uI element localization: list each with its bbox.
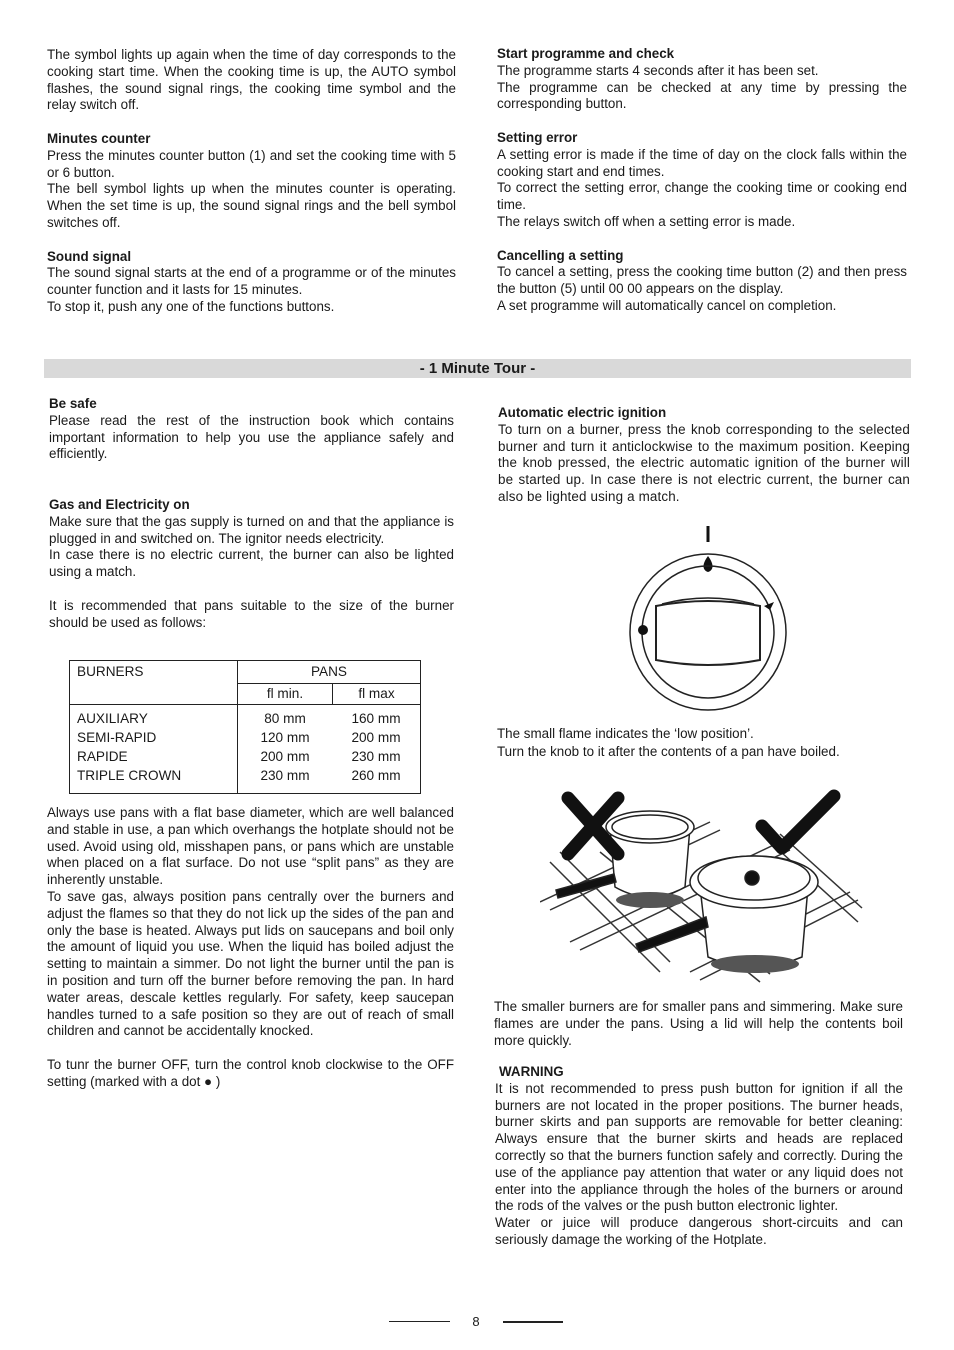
control-knob-illustration — [620, 522, 800, 712]
be-safe-heading: Be safe — [49, 396, 97, 411]
sound-signal-text-1: The sound signal starts at the end of a programme or of the minutes counter function and it lasts for 15 minutes. — [47, 265, 456, 298]
right-top-column — [497, 46, 907, 315]
left-top-column — [47, 47, 456, 316]
pan-max-value: 260 mm — [351, 768, 401, 783]
burner-name: TRIPLE CROWN — [77, 768, 182, 783]
footer-rule-right — [503, 1321, 563, 1323]
knob-inner-ring — [642, 566, 774, 698]
rejected-pan — [556, 811, 694, 898]
ignition-text: To turn on a burner, press the knob corresponding to the selected burner and turn it anticlockwise to the maximum position. Keeping the knob pressed, the electric automatic ignition of the burner will be started up. In case there is not electric current, the burner can also be lighted using a match. — [498, 421, 910, 504]
be-safe-text: Please read the rest of the instruction book which contains important information to help you use the appliance safely and efficiently. — [49, 412, 454, 462]
table-header-burners: BURNERS — [70, 661, 238, 705]
burner-pan-table — [69, 660, 421, 794]
burner-name: AUXILIARY — [77, 711, 148, 726]
pan-max-value: 230 mm — [351, 749, 401, 764]
sound-signal-heading: Sound signal — [47, 248, 132, 264]
sound-signal-text-2: To stop it, push any one of the functions buttons. — [47, 298, 335, 314]
pan-min-value: 200 mm — [260, 749, 310, 764]
pans-advice-text-1: Always use pans with a flat base diameter, which are well balanced and stable in use, a pan which overhangs the hotplate should not be used. Avoid using old, misshapen pans, or pans which are unstable when placed on a flat surface. Do not use “split pans” as they are inherently unstable. — [47, 805, 454, 888]
start-programme-text-2: The programme can be checked at any time by pressing the corresponding button. — [497, 79, 907, 112]
minutes-counter-heading: Minutes counter — [47, 130, 151, 146]
be-safe-section — [49, 396, 454, 463]
pans-caption-text: The smaller burners are for smaller pans and simmering. Make sure flames are under the pans. Using a lid will help the contents boil more quickly. — [494, 999, 903, 1048]
pan-min-value: 230 mm — [260, 768, 310, 783]
gas-electricity-text-1: Make sure that the gas supply is turned on and that the appliance is plugged in and switched on. The ignitor needs electricity. — [49, 513, 454, 546]
setting-error-text-3: The relays switch off when a setting error is made. — [497, 213, 796, 229]
gas-electricity-text-2: In case there is no electric current, the burner can also be lighted using a match. — [49, 547, 454, 580]
approved-burner-flames — [711, 955, 799, 973]
table-header-max: fl max — [333, 684, 421, 705]
cancelling-text-2: A set programme will automatically cancel on completion. — [497, 297, 837, 313]
setting-error-heading: Setting error — [497, 129, 578, 145]
page-number: 8 — [472, 1314, 480, 1329]
setting-error-text-1: A setting error is made if the time of day on the clock falls within the cooking start and end times. — [497, 146, 907, 179]
footer-rule-left — [389, 1321, 450, 1322]
setting-error-text-2: To correct the setting error, change the cooking time or cooking end time. — [497, 180, 907, 213]
table-header-pans: PANS — [238, 661, 421, 684]
burner-name: RAPIDE — [77, 749, 128, 764]
large-flame-icon — [704, 556, 713, 572]
pan-min-value: 120 mm — [260, 730, 310, 745]
pan-max-value: 200 mm — [351, 730, 401, 745]
small-flame-icon — [764, 602, 774, 610]
table-body-row — [70, 705, 421, 794]
pans-on-burners-illustration — [540, 782, 870, 987]
warning-heading: WARNING — [499, 1064, 564, 1079]
warning-text-1: It is not recommended to press push button for ignition if all the burners are not located in the proper positions. The burner heads, burner skirts and pan supports are removable for better cleaning: Always ensure that the burner skirts and heads are replaced correctly so that the burners function safely and correctly. During the use of the appliance pay attention that water or any liquid does not enter into the appliance through the holes of the burners or around the rods of the valves or the push button electronic lighter. — [495, 1080, 903, 1214]
burner-off-text: To tunr the burner OFF, turn the control knob clockwise to the OFF setting (marked with a dot ● ) — [47, 1056, 454, 1089]
pans-advice-section — [47, 805, 454, 1091]
start-programme-heading: Start programme and check — [497, 46, 675, 61]
burner-names-cell — [70, 705, 238, 794]
check-icon — [762, 796, 834, 848]
warning-section — [495, 1064, 903, 1249]
ignition-heading: Automatic electric ignition — [498, 405, 667, 420]
cancelling-text-1: To cancel a setting, press the cooking time button (2) and then press the button (5) until 00 00 appears on the display. — [497, 264, 907, 297]
pan-min-value: 80 mm — [264, 711, 306, 726]
gas-electricity-text-3: It is recommended that pans suitable to the size of the burner should be used as follows: — [49, 597, 454, 630]
rejected-burner-flames — [616, 892, 684, 908]
intro-paragraph: The symbol lights up again when the time of day corresponds to the cooking start time. When the cooking time is up, the AUTO symbol flashes, the sound signal rings, the cooking time symbol and the relay switch off. — [47, 47, 456, 113]
gas-electricity-section — [49, 497, 454, 631]
ignition-section — [498, 405, 910, 506]
section-banner — [44, 359, 911, 378]
off-dot-icon — [638, 625, 648, 635]
knob-grip — [656, 601, 760, 665]
burner-name: SEMI-RAPID — [77, 730, 157, 745]
pans-advice-text-2: To save gas, always position pans centrally over the burners and adjust the flames so that they do not lick up the sides of the pan and only the base is heated. Always put lids on saucepans and boil only the amount of liquid you use. When the liquid has boiled adjust the setting to maintain a simmer. Do not light the burner until the pan is in position and turn off the burner before removing the pan. In hard water areas, descale kettles regularly. For safety, keep saucepan handles turned to a safe position so they are out of reach of small children and cannot be accidentally knocked. — [47, 888, 454, 1039]
start-programme-text-1: The programme starts 4 seconds after it has been set. — [497, 62, 819, 78]
minutes-counter-text-2: The bell symbol lights up when the minutes counter is operating. When the set time is up, the sound signal rings and the bell symbol switches off. — [47, 181, 456, 230]
knob-outer-ring — [630, 554, 786, 710]
section-banner-title: - 1 Minute Tour - — [419, 360, 536, 377]
pans-caption — [494, 999, 903, 1049]
pan-max-value: 160 mm — [351, 711, 401, 726]
cancelling-heading: Cancelling a setting — [497, 247, 624, 263]
knob-caption — [497, 725, 907, 761]
warning-text-2: Water or juice will produce dangerous short-circuits and can seriously damage the working of the Hotplate. — [495, 1215, 903, 1247]
pan-sizes-cell — [238, 705, 421, 794]
minutes-counter-text-1: Press the minutes counter button (1) and set the cooking time with 5 or 6 button. — [47, 147, 456, 180]
knob-caption-text-2: Turn the knob to it after the contents of a pan have boiled. — [497, 744, 840, 759]
gas-electricity-heading: Gas and Electricity on — [49, 497, 190, 512]
table-header-min: fl min. — [238, 684, 333, 705]
knob-caption-text-1: The small flame indicates the ‘low position’. — [497, 726, 754, 741]
